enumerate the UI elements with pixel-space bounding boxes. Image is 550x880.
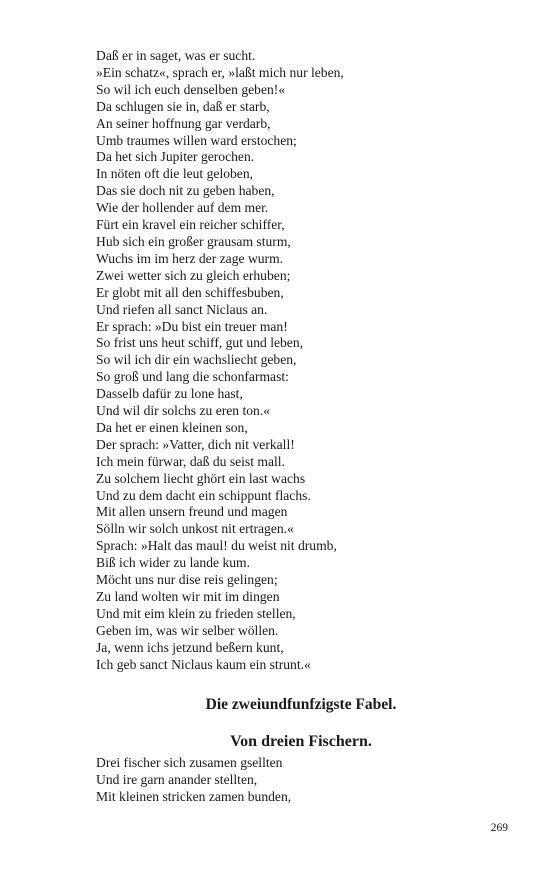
poem-line: »Ein schatz«, sprach er, »laßt mich nur leben,	[96, 64, 344, 80]
poem-line: So frist uns heut schiff, gut und leben,	[96, 335, 304, 351]
poem-line: Da het er einen kleinen son,	[96, 419, 248, 435]
fable-heading: Die zweiundfunfzigste Fabel.	[205, 696, 397, 713]
page-number: 269	[490, 822, 508, 834]
fable-title: Von dreien Fischern.	[230, 733, 372, 750]
poem-line: Das sie doch nit zu geben haben,	[96, 183, 275, 199]
poem-line: Wie der hollender auf dem mer.	[96, 200, 269, 216]
poem-line: Mit allen unsern freund und magen	[96, 504, 288, 520]
poem-line: Er sprach: »Du bist ein treuer man!	[96, 318, 288, 334]
poem-line: In nöten oft die leut geloben,	[96, 166, 254, 182]
poem-line: Sölln wir solch unkost nit ertragen.«	[96, 521, 294, 537]
poem-line: Möcht uns nur dise reis gelingen;	[96, 572, 278, 588]
fable-line: Und ire garn anander stellten,	[96, 772, 258, 787]
poem-verse-block	[96, 48, 344, 674]
fable-verse-block	[96, 754, 291, 805]
poem-line: Zu land wolten wir mit im dingen	[96, 589, 280, 604]
fable-line: Mit kleinen stricken zamen bunden,	[96, 789, 292, 804]
poem-line: Da schlugen sie in, daß er starb,	[96, 98, 270, 114]
poem-line: Zu solchem liecht ghört ein last wachs	[96, 470, 306, 486]
poem-line: Zwei wetter sich zu gleich erhuben;	[96, 267, 291, 283]
poem-line: Sprach: »Halt das maul! du weist nit drumb,	[96, 538, 337, 554]
poem-line: Da het sich Jupiter gerochen.	[96, 149, 255, 165]
poem-line: Ich mein fürwar, daß du seist mall.	[96, 453, 285, 469]
poem-line: So groß und lang die schonfarmast:	[96, 369, 289, 385]
poem-line: Und riefen all sanct Niclaus an.	[96, 301, 268, 317]
fable-line: Drei fischer sich zusamen gsellten	[96, 755, 283, 770]
poem-line: An seiner hoffnung gar verdarb,	[96, 115, 271, 131]
poem-line: Und wil dir solchs zu eren ton.«	[96, 403, 271, 419]
poem-line: Ja, wenn ichs jetzund beßern kunt,	[96, 639, 284, 655]
poem-line: Geben im, was wir selber wöllen.	[96, 622, 279, 638]
poem-line: Umb traumes willen ward erstochen;	[96, 132, 297, 148]
poem-line: Und zu dem dacht ein schippunt flachs.	[96, 487, 311, 503]
poem-line: So wil ich euch denselben geben!«	[96, 81, 286, 97]
poem-line: Fürt ein kravel ein reicher schiffer,	[96, 217, 285, 233]
poem-line: Biß ich wider zu lande kum.	[96, 555, 251, 571]
poem-line: Dasselb dafür zu lone hast,	[96, 386, 243, 402]
poem-line: Er globt mit all den schiffesbuben,	[96, 284, 284, 300]
poem-line: Hub sich ein großer grausam sturm,	[96, 233, 291, 249]
poem-line: Wuchs im im herz der zage wurm.	[96, 250, 284, 266]
poem-line: Ich geb sanct Niclaus kaum ein strunt.«	[96, 656, 311, 672]
poem-line: Und mit eim klein zu frieden stellen,	[96, 605, 296, 621]
poem-line: So wil ich dir ein wachsliecht geben,	[96, 352, 297, 368]
poem-line: Daß er in saget, was er sucht.	[96, 48, 256, 63]
poem-line: Der sprach: »Vatter, dich nit verkall!	[96, 436, 295, 452]
